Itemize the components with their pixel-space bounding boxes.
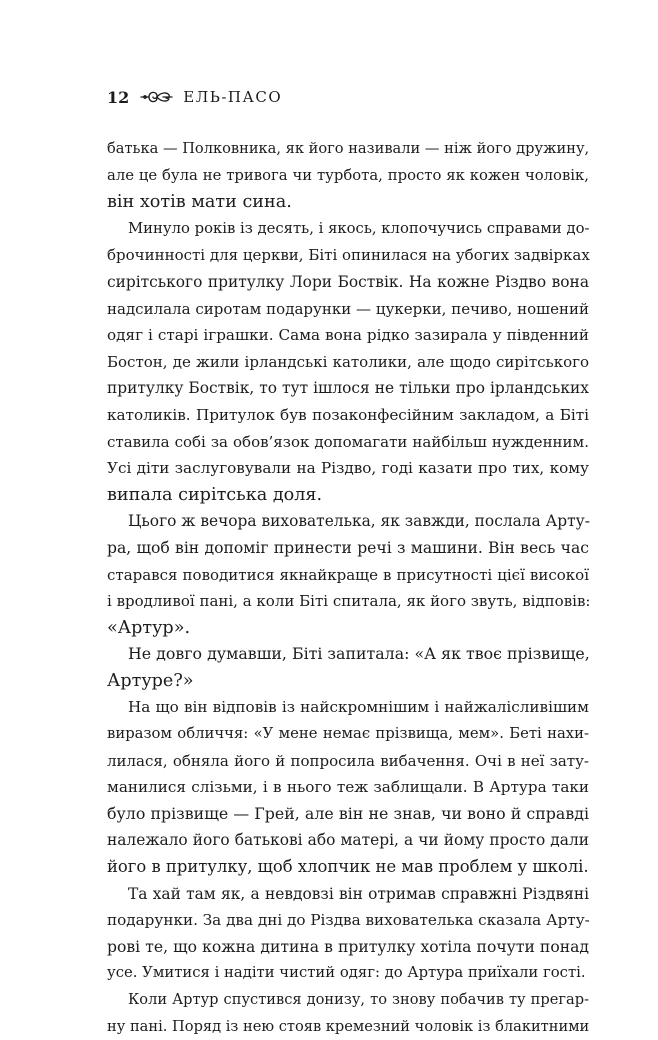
text-line: притулку Боствік, то тут ішлося не тільки про ірландських xyxy=(107,379,589,398)
text-line: Коли Артур спустився донизу, то знову побачив ту прегар- xyxy=(128,991,589,1008)
text-line: батька — Полковника, як його називали — ніж його дружину, xyxy=(107,140,590,157)
text-line: манилися слізьми, і в нього теж заблищали. В Артура таки xyxy=(107,778,589,797)
text-line: Цього ж вечора вихователька, як завжди, послала Арту- xyxy=(128,512,590,531)
text-line: ра, щоб він допоміг принести речі з машини. Він весь час xyxy=(107,538,589,557)
page-number: 12 xyxy=(107,87,130,107)
text-line: Не довго думавши, Біті запитала: «А як твоє прізвище, xyxy=(128,644,590,664)
text-line: було прізвище — Грей, але він не знав, чи воно й справді xyxy=(107,803,589,823)
text-line: лилася, обняла його й попросила вибачення. Очі в неї зату- xyxy=(107,751,589,770)
text-line: випала сирітська доля. xyxy=(107,484,323,505)
text-line: і вродливої пані, а коли Біті спитала, як його звуть, відповів: xyxy=(107,592,591,611)
text-line: належало його батькові або матері, а чи йому просто дали xyxy=(107,831,589,850)
text-line: він хотів мати сина. xyxy=(107,192,292,213)
text-line: виразом обличчя: «У мене немає прізвища, мем». Беті нахи- xyxy=(107,725,589,743)
text-line: одяг і старі іграшки. Сама вона рідко зазирала у південний xyxy=(107,326,589,345)
text-line: ставила собі за обов’язок допомагати найбільш нужденним. xyxy=(107,432,589,451)
text-line: На що він відповів із найскромнішим і найжалісливішим xyxy=(128,698,589,717)
text-line: надсилала сиротам подарунки — цукерки, печиво, ношений xyxy=(107,299,589,318)
text-line: його в притулку, щоб хлопчик не мав проблем у школі. xyxy=(107,857,589,877)
text-line: Та хай там як, а невдовзі він отримав справжні Різдвяні xyxy=(128,884,589,903)
text-line: Усі діти заслуговували на Різдво, годі казати про тих, кому xyxy=(107,459,589,478)
running-header xyxy=(107,82,282,112)
text-line: католиків. Притулок був позаконфесійним закладом, а Біті xyxy=(107,405,589,424)
text-line: подарунки. За два дні до Різдва вихователька сказала Арту- xyxy=(107,911,590,930)
text-line: «Артур». xyxy=(107,617,191,638)
body-text xyxy=(107,136,589,1040)
text-line: Минуло років із десять, і якось, клопочучись справами до- xyxy=(128,219,590,237)
text-line: але це була не тривога чи турбота, просто як кожен чоловік, xyxy=(107,166,589,184)
text-line: старався поводитися якнайкраще в присутності цієї високої xyxy=(107,565,589,584)
text-line: Бостон, де жили ірландські католики, але щодо сирітського xyxy=(107,352,589,371)
text-line: Артуре?» xyxy=(107,670,194,691)
text-line: усе. Умитися і надіти чистий одяг: до Артура приїхали гості. xyxy=(107,964,586,982)
text-line: сирітського притулку Лори Боствік. На кожне Різдво вона xyxy=(107,272,589,291)
scroll-ornament-icon xyxy=(139,86,173,108)
text-line: брочинності для церкви, Біті опинилася на убогих задвірках xyxy=(107,246,590,265)
running-title: ЕЛЬ-ПАСО xyxy=(183,88,283,106)
text-line: ну пані. Поряд із нею стояв кремезний чоловік із блакитними xyxy=(107,1017,590,1035)
text-line: рові те, що кожна дитина в притулку хотіла почути понад xyxy=(107,937,589,956)
